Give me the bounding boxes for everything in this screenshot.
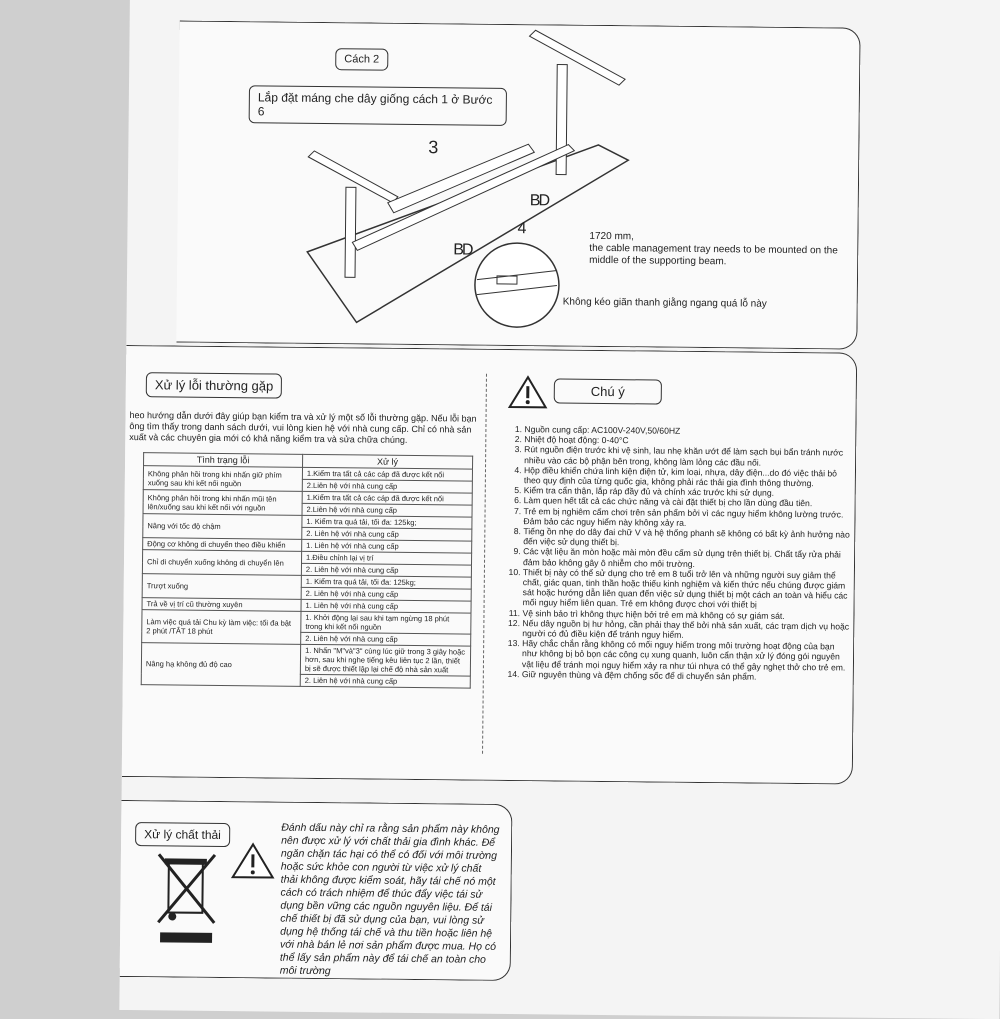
disposal-title: Xử lý chất thải bbox=[135, 822, 230, 847]
error-fix: 1.Kiểm tra tất cả các cáp đã được kết nối bbox=[302, 467, 472, 481]
wheelie-bin-crossed-icon bbox=[156, 852, 217, 953]
error-fix: 2. Liên hệ với nhà cung cấp bbox=[302, 527, 472, 541]
error-status: Trượt xuống bbox=[142, 574, 301, 600]
caution-item: 9. Các vật liệu ăn mòn hoặc mài mòn đều cấm sử dụng trên thiết bị. Chất tẩy rửa phải đảm bảo không gây ô nhiễm cho môi trường. bbox=[523, 547, 853, 571]
error-status: Động cơ không di chuyển theo điều khiển bbox=[143, 538, 302, 552]
caution-item: 3. Rút nguồn điện trước khi vệ sinh, lau nhẹ khăn ướt để làm sạch bụi bẩn tránh nước nhiều vào các bộ phận bên trong, không làm lỏng các đầu nối. bbox=[524, 445, 854, 469]
error-fix: 2.Liên hệ với nhà cung cấp bbox=[302, 479, 472, 493]
detail-magnifier bbox=[466, 240, 567, 331]
error-fix: 2. Liên hệ với nhà cung cấp bbox=[301, 587, 471, 601]
caution-item: 2. Nhiệt độ hoạt động: 0-40°C bbox=[524, 434, 854, 448]
error-fix: 1. Kiểm tra quá tải, tối đa: 125kg; bbox=[302, 515, 472, 529]
tray-note-en: the cable management tray needs to be mounted on the middle of the supporting beam. bbox=[589, 242, 838, 268]
method-label: Cách 2 bbox=[335, 48, 388, 71]
caution-item: 10. Thiết bị này có thể sử dụng cho trẻ em 8 tuổi trở lên và những người suy giảm thể chất, giác quan, tinh thần hoặc thiếu kinh nghiệm và kiến thức nếu chúng được giám sát hoặc hướng dẫn liên quan đến việc sử dụng thiết bị một cách an toàn và hiểu các mối nguy hiểm liên quan. Trẻ em không được chơi với thiết bị bbox=[523, 567, 853, 611]
callout-3: 3 bbox=[428, 137, 439, 158]
caution-item: 7. Trẻ em bị nghiêm cấm chơi trên sản phẩm bởi vì các nguy hiểm không lường trước. Đảm bảo các nguy hiểm này không xảy ra. bbox=[523, 506, 853, 530]
error-fix: 1. Liên hệ với nhà cung cấp bbox=[301, 599, 471, 613]
caution-item: 13. Hãy chắc chắn rằng không có mối nguy hiểm trong môi trường hoạt động của bạn như không bị bỏ bọn các công cụ xung quanh, luôn cẩn thận xử lý đóng gói nguyên vật liệu để tránh mọi nguy hiểm xảy ra như túi nhựa có thể gây nghẹt thở cho trẻ em. bbox=[522, 638, 852, 672]
manual-page bbox=[119, 0, 1000, 1019]
caution-list bbox=[508, 424, 855, 683]
caution-item: 1. Nguồn cung cấp: AC100V-240V,50/60HZ bbox=[524, 424, 854, 438]
caution-item: 5. Kiểm tra cẩn thận, lắp ráp đầy đủ và chính xác trước khi sử dụng. bbox=[524, 485, 854, 499]
warning-icon bbox=[231, 841, 275, 881]
error-fix: 1.Điều chỉnh lại vị trí bbox=[302, 551, 472, 565]
caution-item: 11. Vệ sinh bảo trì không thực hiện bởi trẻ em mà không có sự giám sát. bbox=[522, 608, 852, 622]
error-table bbox=[141, 452, 473, 688]
caution-item: 8. Tiếng ồn nhẹ do dây đai chữ V và hệ thống phanh sẽ không có bất kỳ ảnh hưởng nào đến việc sử dụng thiết bị. bbox=[523, 526, 853, 550]
error-fix: 1. Liên hệ với nhà cung cấp bbox=[302, 539, 472, 553]
caution-item: 4. Hộp điều khiển chứa linh kiện điện tử, kim loại, nhựa, dây điện...do đó việc thải bỏ theo quy định của từng quốc gia, không phải rác thải gia đình thông thường. bbox=[524, 465, 854, 489]
error-fix: 2. Liên hệ với nhà cung cấp bbox=[301, 632, 471, 646]
callout-bd: BD bbox=[453, 241, 472, 259]
callout-4: 4 bbox=[517, 220, 527, 238]
callout-bd: BD bbox=[529, 192, 549, 210]
error-fix: 2. Liên hệ với nhà cung cấp bbox=[300, 674, 470, 688]
error-status: Chỉ di chuyển xuống không di chuyển lên bbox=[142, 550, 301, 576]
caution-item: 14. Giữ nguyên thùng và đệm chống sốc để di chuyển sản phẩm. bbox=[522, 669, 852, 683]
col-status: Tình trạng lỗi bbox=[144, 453, 303, 468]
error-fix: 1. Nhấn "M"và"3" cùng lúc giữ trong 3 giây hoặc hơn, sau khi nghe tiếng kêu liên tục 2 lần, thiết bị sẽ được thiết lập lại chế độ nhà sản xuất bbox=[300, 644, 470, 676]
table-row bbox=[141, 643, 470, 676]
error-status: Làm việc quá tải Chu kỳ làm việc: tối đa bật 2 phút /TẮT 18 phút bbox=[142, 610, 301, 645]
error-status: Trả về vị trí cũ thường xuyên bbox=[142, 598, 301, 612]
error-status: Không phản hồi trong khi nhấn giữ phím xuống sau khi kết nối nguồn bbox=[143, 466, 302, 492]
error-status: Nâng với tốc độ chậm bbox=[143, 514, 302, 540]
caution-title: Chú ý bbox=[554, 378, 662, 404]
error-fix: 2.Liên hệ với nhà cung cấp bbox=[302, 503, 472, 517]
error-status: Không phản hồi trong khi nhấn mũi tên lên/xuống sau khi kết nối với nguồn bbox=[143, 490, 302, 516]
disposal-text: Đánh dấu này chỉ ra rằng sản phẩm này không nên được xử lý với chất thải gia đình khác. Để ngăn chặn tác hại có thể có đối với môi trường hoặc sức khỏe con người từ việc xử lý chất thải không được kiểm soát, hãy tái chế nó một cách có trách nhiệm để thúc đẩy việc tái sử dụng bền vững các nguồn nguyên liệu. Để tái chế thiết bị đã sử dụng của bạn, vui lòng sử dụng hệ thống tái chế và thu tiền hoặc liên hệ với nhà bán lẻ nơi sản phẩm được mua. Họ có thể lấy sản phẩm này để tái chế an toàn cho môi trường bbox=[279, 821, 500, 978]
error-fix: 1.Kiểm tra tất cả các cáp đã được kết nối bbox=[302, 491, 472, 505]
error-fix: 2. Liên hệ với nhà cung cấp bbox=[301, 563, 471, 577]
install-instruction: Lắp đặt máng che dây giống cách 1 ở Bước 6 bbox=[249, 85, 507, 126]
warning-icon bbox=[508, 374, 548, 410]
tray-note-vi: Không kéo giãn thanh giằng ngang quá lỗ này bbox=[562, 296, 767, 310]
error-fix: 1. Khởi động lại sau khi tạm ngừng 18 phút trong khi kết nối nguồn bbox=[301, 611, 471, 634]
col-fix: Xử lý bbox=[303, 454, 473, 469]
caution-item: 6. Làm quen hết tất cả các chức năng và cài đặt thiết bị cho lần dùng đầu tiên. bbox=[524, 496, 854, 510]
troubleshoot-intro: heo hướng dẫn dưới đây giúp bạn kiểm tra và xử lý một số lỗi thường gặp. Nếu lỗi bạn ông tìm thấy trong danh sách dưới, vui lòng kien hệ với nhà cung cấp. Chỉ có nhà sản xuất và các chuyên gia mới có khả năng kiểm tra và sửa chữa chúng. bbox=[129, 410, 477, 445]
table-row bbox=[142, 610, 471, 634]
error-status: Nâng hạ không đủ độ cao bbox=[141, 643, 300, 687]
measure-note bbox=[589, 231, 839, 270]
error-fix: 1. Kiểm tra quá tải, tối đa: 125kg; bbox=[301, 575, 471, 589]
troubleshoot-title: Xử lý lỗi thường gặp bbox=[146, 372, 283, 398]
measure-value: 1720 mm, bbox=[589, 230, 634, 243]
caution-item: 12. Nếu dây nguồn bị hư hỏng, cần phải thay thế bởi nhà sản xuất, các trạm dịch vụ hoặc người có đủ điều kiện để tránh nguy hiểm. bbox=[522, 618, 852, 642]
